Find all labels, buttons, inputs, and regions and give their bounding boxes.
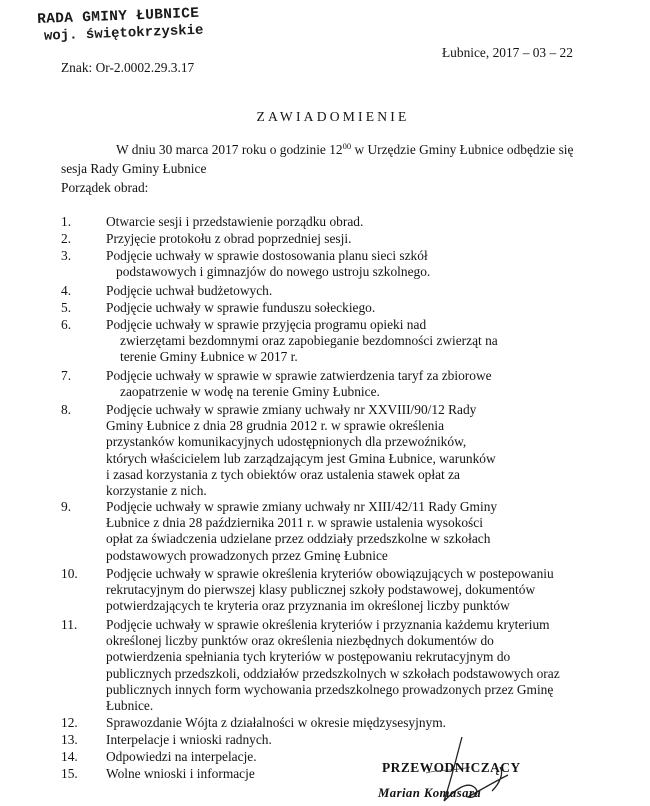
agenda-item-text [106, 248, 586, 280]
intro-line-2: sesja Rady Gminy Łubnice [61, 161, 207, 176]
agenda-item-number: 13. [61, 732, 78, 747]
agenda-item-text [106, 402, 586, 499]
agenda-item-line: podstawowych prowadzonych przez Gminę Łubnice [106, 547, 388, 563]
agenda-item-text [106, 617, 586, 714]
agenda-label: Porządek obrad: [61, 180, 149, 195]
intro-text-end: w Urzędzie Gminy Łubnice odbędzie się [351, 142, 574, 157]
intro-time-superscript: 00 [342, 141, 352, 151]
agenda-item-line: Odpowiedzi na interpelacje. [106, 749, 257, 764]
agenda-item-number: 8. [61, 402, 72, 417]
agenda-item-line: Podjęcie uchwały w sprawie dostosowania planu sieci szkół [106, 248, 428, 263]
agenda-item-text [106, 566, 586, 615]
agenda-item-line: Podjęcie uchwały w sprawie określenia kryteriów i przyznania każdemu kryterium [106, 617, 550, 632]
agenda-item-line: Podjęcie uchwały w sprawie zmiany uchwały nr XXVIII/90/12 Rady [106, 402, 477, 417]
agenda-item-text [106, 231, 586, 247]
agenda-item-number: 5. [61, 300, 72, 315]
agenda-item-line: Podjęcie uchwał budżetowych. [106, 283, 273, 298]
reference-number: Znak: Or-2.0002.29.3.17 [61, 60, 195, 75]
agenda-item-line: publicznych innych form wychowania przedszkolnego prowadzonych przez Gminę [106, 681, 554, 697]
agenda-item-line: Podjęcie uchwały w sprawie przyjęcia programu opieki nad [106, 317, 427, 332]
agenda-item-number: 7. [61, 368, 72, 383]
agenda-item-line: potwierdzających te kryteria oraz przyznania im określonej liczby punktów [106, 598, 510, 614]
agenda-item-line: Podjęcie uchwały w sprawie określenia kryteriów obowiązujących w postepowaniu [106, 566, 554, 581]
agenda-item-line: Podjęcie uchwały w sprawie zmiany uchwały nr XIII/42/11 Rady Gminy [106, 499, 498, 514]
document-title: ZAWIADOMIENIE [256, 109, 410, 124]
agenda-item-number: 11. [61, 617, 78, 632]
council-stamp [37, 6, 204, 45]
agenda-item-line: publicznych przedszkoli, oddziałów przedszkolnych w szkołach podstawowych oraz [106, 665, 560, 681]
agenda-item-number: 14. [61, 749, 78, 764]
agenda-item-line: Otwarcie sesji i przedstawienie porządku obrad. [106, 214, 364, 229]
agenda-item-line: rekrutacyjnym do pierwszej klasy publicznej szkoły podstawowej, dokumentów [106, 582, 536, 598]
agenda-item-text [106, 715, 586, 731]
agenda-item-number: 9. [61, 499, 72, 514]
agenda-item-line: i zasad korzystania z tych obiektów oraz ustalenia stawek opłat za [106, 466, 460, 482]
agenda-item-text [106, 214, 586, 230]
agenda-item-line: których właścicielem lub zarządzającym jest Gmina Łubnice, warunków [106, 450, 496, 466]
signature-title: PRZEWODNICZĄCY [382, 760, 521, 775]
intro-text-start: W dniu 30 marca 2017 roku o godzinie 12 [116, 142, 343, 157]
agenda-item-line: zwierzętami bezdomnymi oraz zapobieganie bezdomności zwierząt na [120, 333, 498, 349]
agenda-item-line: Gminy Łubnice z dnia 28 grudnia 2012 r. w sprawie określenia [106, 418, 445, 434]
agenda-item-number: 15. [61, 766, 78, 781]
stamp-line-1: RADA GMINY ŁUBNICE [37, 5, 200, 28]
agenda-item-line: podstawowych i gimnazjów do nowego ustroju szkolnego. [116, 264, 431, 280]
agenda-item-text [106, 317, 586, 366]
agenda-item-line: korzystanie z nich. [106, 483, 207, 499]
place-date: Łubnice, 2017 – 03 – 22 [442, 45, 573, 60]
agenda-item-line: Przyjęcie protokołu z obrad poprzedniej sesji. [106, 231, 352, 246]
agenda-item-line: Łubnice z dnia 28 października 2011 r. w sprawie ustalenia wysokości [106, 515, 483, 531]
agenda-item-text [106, 368, 586, 400]
stamp-line-2: woj. świętokrzyskie [43, 22, 204, 45]
agenda-item-line: terenie Gminy Łubnice w 2017 r. [120, 349, 298, 365]
agenda-item-line: Wolne wnioski i informacje [106, 766, 255, 781]
agenda-item-number: 10. [61, 566, 78, 581]
agenda-item-line: Interpelacje i wnioski radnych. [106, 732, 272, 747]
agenda-item-number: 4. [61, 283, 72, 298]
agenda-item-line: Łubnice. [106, 698, 154, 714]
agenda-item-line: zaopatrzenie w wodę na terenie Gminy Łubnice. [120, 384, 380, 400]
agenda-item-line: przystanków komunikacyjnych udostępnionych dla przewoźników, [106, 434, 467, 450]
agenda-item-number: 6. [61, 317, 72, 332]
intro-paragraph [61, 137, 591, 178]
agenda-item-number: 3. [61, 248, 72, 263]
agenda-item-line: określonej liczby punktów oraz określenia niezbędnych dokumentów do [106, 633, 494, 649]
signature-name: Marian Komasara [378, 786, 482, 800]
agenda-item-number: 1. [61, 214, 72, 229]
agenda-item-text [106, 300, 586, 316]
agenda-item-line: potwierdzenia spełniania tych kryteriów w postępowaniu rekrutacyjnym do [106, 649, 511, 665]
agenda-item-number: 12. [61, 715, 78, 730]
agenda-item-text [106, 499, 586, 564]
agenda-item-line: opłat za świadczenia udzielane przez oddziały przedszkolne w szkołach [106, 531, 491, 547]
agenda-item-text [106, 283, 586, 299]
agenda-item-line: Sprawozdanie Wójta z działalności w okresie międzysesyjnym. [106, 715, 446, 730]
agenda-item-number: 2. [61, 231, 72, 246]
agenda-item-line: Podjęcie uchwały w sprawie funduszu sołeckiego. [106, 300, 376, 315]
agenda-item-line: Podjęcie uchwały w sprawie w sprawie zatwierdzenia taryf za zbiorowe [106, 368, 492, 383]
